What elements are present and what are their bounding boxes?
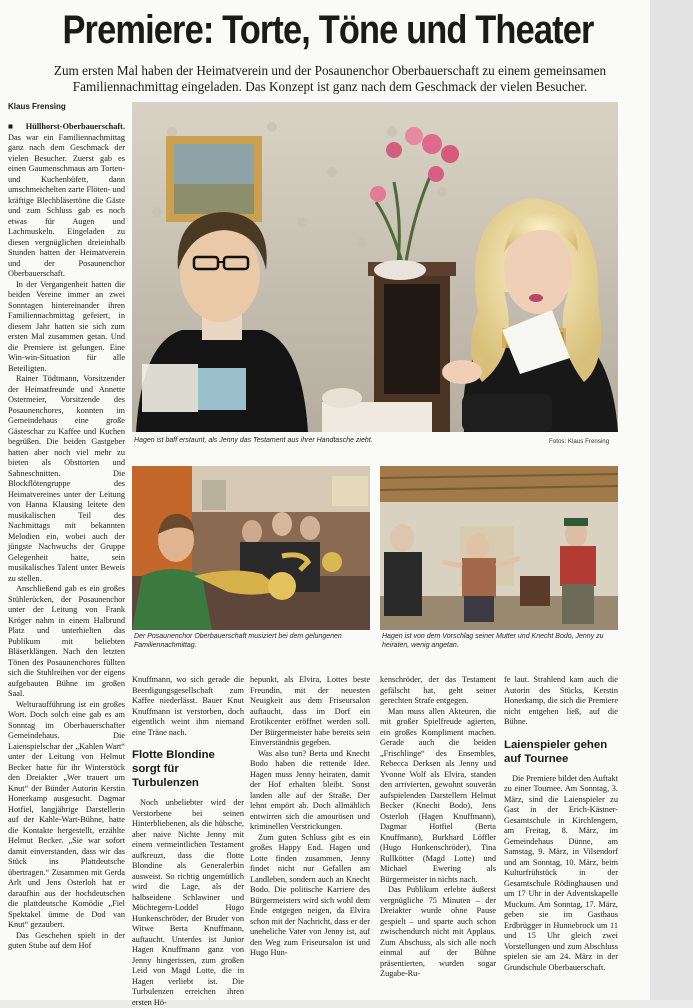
stage-photo [380,466,618,630]
paragraph: Das Geschehen spielt in der guten Stube auf dem Hof [8,930,125,950]
dateline: Hüllhorst-Oberbauerschaft. [25,122,126,131]
headline: Premiere: Torte, Töne und Theater [62,8,594,52]
main-photo [132,102,618,432]
band-photo-caption: Der Posaunenchor Oberbauerschaft musiziert bei dem gelungenen Familiennachmittag. [134,633,342,649]
paragraph: fe laut. Strahlend kam auch die Autorin des Stücks, Kerstin Honerkamp, die sich die Premiere nicht entgehen ließ, auf die Bühne. [504,675,618,726]
main-photo-caption: Hagen ist baff erstaunt, als Jenny das Testament aus ihrer Handtasche zieht. [134,437,373,444]
paragraph: Was also tun? Berta und Knecht Bodo haben die rettende Idee. Hagen muss Jenny heiraten, damit der Hof erhalten bleibt. Sonst landen alle auf der Straße. Der lehnt empört ab. Doch allmählich entwirren sich die amourösen und kriminellen Verstrickungen. [250,748,370,831]
paragraph: Knuffmann, wo sich gerade die Beerdigungsgesellschaft zum Kaffee niederlässt. Bauer Knut Knuffmann ist verstorben, doch eigentlich weint ihm niemand eine Träne nach. [132,675,244,737]
page-margin [650,0,693,1000]
deck: Zum ersten Mal haben der Heimatverein und der Posaunenchor Oberbauerschaft zu einem gemeinsamen Familiennachmittag eingeladen. Das Konzept ist ganz nach dem Geschmack der vielen Besucher. [53,63,607,94]
paragraph: Die Premiere bildet den Auftakt zu einer Tournee. Am Sonntag, 3. März, sind die Laienspieler zu Gast in der Erich-Kästner-Gesamtschule in Kirchlengern, am Freitag, 8. März, im Gemeindehaus Dünne, am Samstag, 9. März, in Vilsendorf und am Sonntag, 10. März, beim Kulturfrühstück in der Gesamtschule Rödinghausen und um 17 Uhr in der Adventskapelle Muckum. Am Sonntag, 17. März, geben sie im Gasthaus Erdbrügger in Hunnebrock um 11 und 15 Uhr gleich zwei Vorstellungen und zum Abschluss spielen sie am 24. März in der Grundschule Oberbauerschaft. [504,773,618,972]
article-column-2 [132,675,244,1007]
paragraph [8,122,125,280]
paragraph: Man muss allen Akteuren, die mit großer Spielfreude agierten, ein großes Kompliment machen. Gerade auch die beiden „Frischlinge“ des Ensembles, Rebecca Derksen als Jenny und Yvonne Wolf als Elvira, standen den arrivierten, gewohnt souverän aufspielenden Darstellern Helmut Becker (Knecht Bodo), Jens Osterloh (Hagen Knuffmann), Dagmar Hotfiel (Berta Knuffmann), Burkhard Löffler (Hugo Hunkenschröder), Tina Rullkötter (Magd Lotte) und Michael Ewering als Bürgermeister in nichts nach. [380,706,496,884]
stage-photo-caption: Hagen ist von dem Vorschlag seiner Mutter und Knecht Bodo, Jenny zu heiraten, wenig angetan. [382,633,604,649]
photo-credit: Fotos: Klaus Frensing [549,438,610,445]
byline: Klaus Frensing [8,102,66,111]
article-column-1 [8,122,125,1000]
square-bullet-icon: ■ [8,122,19,131]
subheading: Flotte Blondine sorgt für Turbulenzen [132,749,215,789]
paragraph: Zum guten Schluss gibt es ein großes Happy End. Hagen und Lotte finden zusammen, Jenny findet nicht nur Gefallen am Landleben, sondern auch an Knecht Bodo. Die politische Karriere des Bürgermeisters wird sich wohl dem Ende entgegen neigen, da Elvira schon mit der Nachricht, dass er der uneheliche Vater von Jenny ist, auf den Weg zum Friseursalon ist und Hugo Hun- [250,832,370,957]
article-column-3 [250,675,370,1000]
band-photo [132,466,370,630]
paragraph: Rainer Tödtmann, Vorsitzender der Heimatfreunde und Annette Ostermeier, Vorsitzende des Posaunenchores, konnten im Gemeindehaus eine große Gästeschar zu Kaffee und Kuchen begrüßen. Die beiden Gastgeber hatten aber noch viel mehr zu bieten als Obsttorten und Sahneschnitten. Die Blockflötengruppe des Heimatvereines unter der Leitung von Hanna Klausing leitete den musikalischen Teil des Nachmittags mit bekannten Melodien ein, wobei auch der jüngste Nachwuchs der Gruppe Gelegenheit hatte, sein musikalisches Talent unter Beweis zu stellen. [8,374,125,583]
paragraph: kenschröder, der das Testament gefälscht hat, geht seiner gerechten Strafe entgegen. [380,675,496,705]
paragraph: Welturaufführung ist ein großes Wort. Doch solch eine gab es am Sonntag im Oberbauerschafter Gemeindehaus. Die Laienspielschar der „Kahlen Wart“ unter der Leitung von Helmut Becker hatte für ihr Winterstück den Dreiakter „Wer trauert um Knut“ der Bünder Autorin Kerstin Honerkamp ausgesucht. Dagmar Hotfiel, langjährige Darstellerin auf der Kahle-Wart-Bühne, hatte die Kontakte hergestellt, erzählte Helmut Becker. „Sie war sofort damit einverstanden, dass wir das Stück ins Plattdeutsche übertragen.“ Zusammen mit Gerda Arlt und Jens Osterloh hat er daraufhin aus der hochdeutschen die plattdeutsche Komödie „Fiel Spektakel ümme de Dod van Knut“ gezaubert. [8,699,125,929]
paragraph: Anschließend gab es ein großes Stühlerücken, der Posaunenchor unter der Leitung von Frank Kröger nahm in einem Halbrund Platz und unterhielten das Publikum mit beliebten Bläserklängen. Nach den letzten Tönen des Posaunenchores füllten sich die Stuhlreihen vor der eigens aufgebauten Bühne im großen Saal. [8,584,125,698]
paragraph: Das Publikum erlebte äußerst vergnügliche 75 Minuten – der Dreiakter wurde ohne Pause gespielt – und sparte auch schon zwischendurch nicht mit Applaus. Zum Abschuss, als sich alle noch einmal auf der Bühne präsentierten, wurden sogar Zugabe-Ru- [380,885,496,978]
paragraph-text: Das war ein Familiennachmittag ganz nach dem Geschmack der vielen Besucher. Zuerst gab es einen Gaumenschmaus am Torten- und Kuchenbüfett, dann umschmeichelten zarte Flöten- und kräftige Blechbläsertöne die Gäste und zum Schluss gab es noch etwas für Augen und Lachmuskeln. Eingeladen zu diesen vergnüglichen dreieinhalb Stunden hatten der Heimatverein und der Posaunenchor Oberbauerschaft. [8,132,125,278]
article-column-4 [380,675,496,1000]
paragraph: In der Vergangenheit hatten die beiden Vereine immer an zwei Sonntagen hintereinander ihren Familiennachmittag gefeiert, in diesem Jahr hatten sie sich zum ersten Mal zusammen getan. Und die Premiere ist gelungen. Eine Win-win-Situation für alle Beteiligten. [8,279,125,373]
subheading: Laienspieler gehen auf Tournee [504,738,608,765]
paragraph: Noch unbeliebter wird der Verstorbene bei seinen Hinterbliebenen, als die hübsche, aber naive Nichte Jenny mit einem vermeintlichen Testament aufkreuzt, dass die flotte Blondine als Generalerbin ausweist. So richtig ungemütlich wird die Lage, als der halbseidene Schlawiner und Möchtegern-Loddel Hugo Hunkenschröder, der Bruder von Witwe Berta Knuffmann, auftaucht. Unterdes ist Junior Hagen Knuffmann ganz von Jenny hingerissen, zum großen Leid von Magd Lotte, die in Hagen verliebt ist. Die Turbulenzen erreichen ihren ersten Hö- [132,798,244,1007]
paragraph: hepunkt, als Elvira, Lottes beste Freundin, mit der neuesten Neuigkeit aus dem Friseursalon auftaucht, dass im Dorf ein Erotikcenter eröffnet werden soll. Der Bürgermeister habe bereits sein Einverständnis gegeben. [250,675,370,747]
article-column-5 [504,675,618,1000]
